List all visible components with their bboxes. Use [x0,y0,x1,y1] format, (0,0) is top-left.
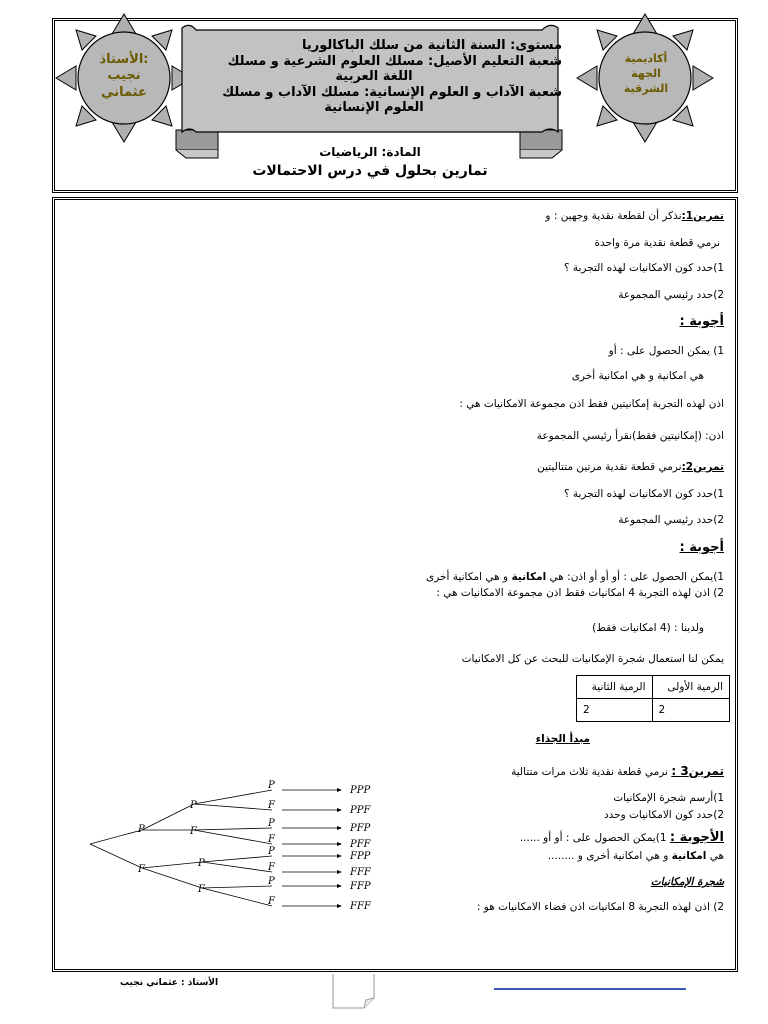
banner-line: مستوى: السنة الثانية من سلك الباكالوريا [301,38,562,53]
tree-node-label: P [198,858,205,869]
ex1-answer-3: اذن لهذه التجربة إمكانيتين فقط اذن مجموعة الامكانيات هي : [459,398,724,410]
tree-outcome-label: PFF [350,839,371,850]
arrow-head-icon [337,826,342,830]
ex2-heading: تمرين2: [681,461,724,473]
page-title: تمارين بحلول في درس الاحتمالات [252,163,488,179]
ex1-answer-4: اذن: (إمكانيتين فقط)نقرأ رئيسي المجموعة [536,430,724,442]
ex3-question-2: 2)حدد كون الامكانيات وحدد [603,809,724,821]
ex2-answer-heading: أجوبة : [679,540,724,555]
ex2-question-1: 1)حدد كون الامكانيات لهذه التجربة ؟ [563,488,724,500]
ex1-intro [545,210,724,222]
tree-edge [202,862,272,872]
tree-heading: شجرة الإمكانيات [650,876,724,888]
ex1-question-2: 2)حدد رئيسي المجموعة [618,289,724,301]
table-cell: 2 [652,699,729,722]
level-banner [186,38,562,116]
ex3-answer-3: 2) اذن لهذه التجربة 8 امكانيات اذن فضاء الامكانيات هو : [476,901,724,913]
tree-edge [194,804,272,810]
arrow-head-icon [337,904,342,908]
table-row [577,699,730,722]
ex2-answer-1-bold: امكانية [511,571,547,583]
tree-edge [194,828,272,830]
arrow-head-icon [337,854,342,858]
principle-label: مبدأ الجذاء [535,733,590,745]
ex3-answer-2 [548,850,724,862]
footer-link-line [494,988,686,990]
tree-node-label: F [198,884,205,895]
arrow-head-icon [337,884,342,888]
ex1-line2: نرمي قطعة نقدية مرة واحدة [594,237,720,249]
tree-node-label: P [268,780,275,791]
tree-node-label: P [190,800,197,811]
ex3-question-1: 1)أرسم شجرة الإمكانيات [613,792,724,804]
ex3-intro-text: نرمي قطعة نقدية ثلاث مرات متتالية [511,766,672,778]
ex2-answer-1 [426,571,724,583]
tree-edge [202,856,272,862]
ex1-answer-2: هي امكانية و هي امكانية أخرى [571,370,704,382]
ex3-answer-2-bold: امكانية [671,850,707,862]
tree-node-label: F [268,800,275,811]
table-header-cell: الرمية الثانية [577,676,653,699]
tree-edge [90,844,142,868]
teacher-badge [84,52,164,101]
tree-node-label: F [268,896,275,907]
academy-badge-line: أكاديمية [624,52,668,65]
ex3-answer-2-rest: و هي امكانية أخرى و ........ [547,850,669,862]
ex1-answer-1: 1) يمكن الحصول على : أو [608,345,724,357]
tree-labels [137,780,372,912]
tree-outcome-label: FFF [350,867,371,878]
ex1-question-1: 1)حدد كون الامكانيات لهذه التجربة ؟ [563,262,724,274]
tree-outcome-label: FFF [350,901,371,912]
teacher-badge-line: عثماني [101,84,147,100]
tree-outcome-label: FPP [350,851,371,862]
ex2-answer-3: ولدينا : (4 امكانيات فقط) [592,622,704,634]
ex3-heading: تمرين3 : [671,764,724,778]
ex2-answer-1-rest: و هي امكانية أخرى [426,571,509,583]
tree-edge [142,804,194,830]
arrow-head-icon [337,870,342,874]
tree-edge [90,830,142,844]
academy-badge-line: الشرقية [623,81,669,95]
tree-node-label: P [268,818,275,829]
ex2-answer-1-pre: هي [549,571,564,583]
tree-node-label: F [268,862,275,873]
tree-outcome-label: PPP [350,785,371,796]
arrow-head-icon [337,842,342,846]
ex1-intro-text: نذكر أن لقطعة نقدية وجهين : و [545,210,682,222]
footer-teacher: الأستاذ : عثماني نجيب [120,978,219,988]
academy-badge [603,52,689,97]
tree-edge [202,888,272,906]
ex1-answer-heading: أجوبة : [679,314,724,329]
ex2-answer-1-text: 1)يمكن الحصول على : أو أو أو اذن: [567,571,724,583]
teacher-badge-line: نجيب [107,68,141,84]
ex3-answer-1-text: 1)يمكن الحصول على : أو أو ...... [519,832,667,844]
ex2-question-2: 2)حدد رئيسي المجموعة [618,514,724,526]
tree-edges [90,788,342,908]
ex3-answer-2-pre: هي [709,850,724,862]
tree-edge [202,886,272,888]
ex3-answer-heading: الأجوبة : [669,830,724,845]
tree-edge [142,862,202,868]
tree-edge [142,868,202,888]
arrow-head-icon [337,808,342,812]
tree-outcome-label: PFP [350,823,371,834]
ex2-intro [537,461,724,473]
ex1-heading: تمرين1: [681,210,724,222]
ex3-answer-1 [520,830,724,845]
tree-outcome-label: PPF [350,805,371,816]
possibilities-table [576,675,730,722]
ex3-intro [511,764,724,778]
tree-node-label: F [268,834,275,845]
ex2-intro-text: نرمي قطعة نقدية مرتين متتاليتين [537,461,682,473]
table-cell: 2 [577,699,653,722]
ex2-answer-4: يمكن لنا استعمال شجرة الإمكانيات للبحث عن كل الامكانيات [461,653,724,665]
page-fold-icon [332,974,376,1010]
tree-edge [194,830,272,844]
tree-node-label: P [268,876,275,887]
tree-edge [194,790,272,804]
tree-outcome-label: FFP [350,881,371,892]
teacher-badge-line: الأستاذ: [99,52,149,67]
academy-badge-line: الجهة [631,66,661,80]
tree-node-label: F [138,864,145,875]
tree-node-label: F [190,826,197,837]
banner-line: شعبة التعليم الأصيل: مسلك العلوم الشرعية و مسلك [227,53,562,69]
banner-line: العلوم الإنسانية [324,100,424,116]
probability-tree [82,776,392,916]
banner-line: اللغة العربية [335,69,413,85]
ex2-answer-2: 2) اذن لهذه التجربة 4 امكانيات فقط اذن مجموعة الامكانيات هي : [436,587,724,599]
tree-node-label: P [268,846,275,857]
tree-node-label: P [138,824,145,835]
banner-line: شعبة الآداب و العلوم الإنسانية: مسلك الآداب و مسلك [222,84,562,100]
table-header-row [577,676,730,699]
table-header-cell: الرمية الأولى [652,676,729,699]
subject-label: المادة: الرياضيات [319,145,421,159]
arrow-head-icon [337,788,342,792]
